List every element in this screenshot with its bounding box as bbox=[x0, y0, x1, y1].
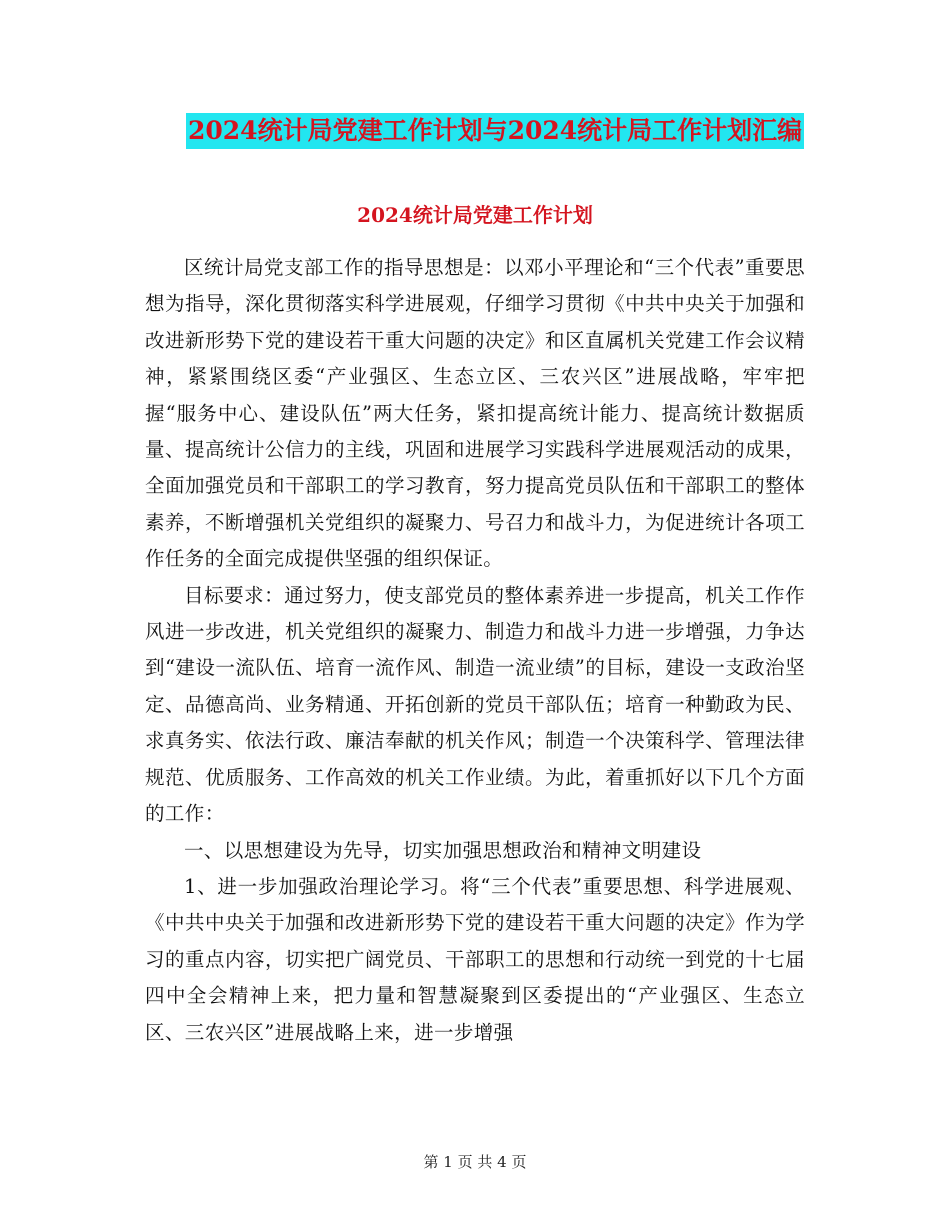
document-body bbox=[145, 222, 805, 1051]
paragraph-objectives: 目标要求：通过努力，使支部党员的整体素养进一步提高，机关工作作风进一步改进，机关党组织的凝聚力、制造力和战斗力进一步增强，力争达到“建设一流队伍、培育一流作风、制造一流业绩”的目标，建设一支政治坚定、品德高尚、业务精通、开拓创新的党员干部队伍；培育一种勤政为民、求真务实、依法行政、廉洁奉献的机关作风；制造一个决策科学、管理法律规范、优质服务、工作高效的机关工作业绩。为此，着重抓好以下几个方面的工作： bbox=[145, 583, 805, 826]
paragraph-item-one: 1、进一步加强政治理论学习。将“三个代表”重要思想、科学进展观、《中共中央关于加强和改进新形势下党的建设若干重大问题的决定》作为学习的重点内容，切实把广阔党员、干部职工的思想和行动统一到党的十七届四中全会精神上来，把力量和智慧凝聚到区委提出的“产业强区、生态立区、三农兴区”进展战略上来，进一步增强 bbox=[145, 874, 805, 1044]
page-number-footer: 第 1 页 共 4 页 bbox=[423, 1153, 527, 1171]
section-title: 2024统计局党建工作计划 bbox=[357, 203, 593, 227]
paragraph-guiding-ideology: 区统计局党支部工作的指导思想是：以邓小平理论和“三个代表”重要思想为指导，深化贯彻落实科学进展观，仔细学习贯彻《中共中央关于加强和改进新形势下党的建设若干重大问题的决定》和区直属机关党建工作会议精神，紧紧围绕区委“产业强区、生态立区、三农兴区”进展战略，牢牢把握“服务中心、建设队伍”两大任务，紧扣提高统计能力、提高统计数据质量、提高统计公信力的主线，巩固和进展学习实践科学进展观活动的成果，全面加强党员和干部职工的学习教育，努力提高党员队伍和干部职工的整体素养，不断增强机关党组织的凝聚力、号召力和战斗力，为促进统计各项工作任务的全面完成提供坚强的组织保证。 bbox=[145, 256, 805, 571]
paragraph-heading-one: 一、以思想建设为先导，切实加强思想政治和精神文明建设 bbox=[184, 838, 702, 862]
document-title: 2024统计局党建工作计划与2024统计局工作计划汇编 bbox=[186, 113, 804, 149]
